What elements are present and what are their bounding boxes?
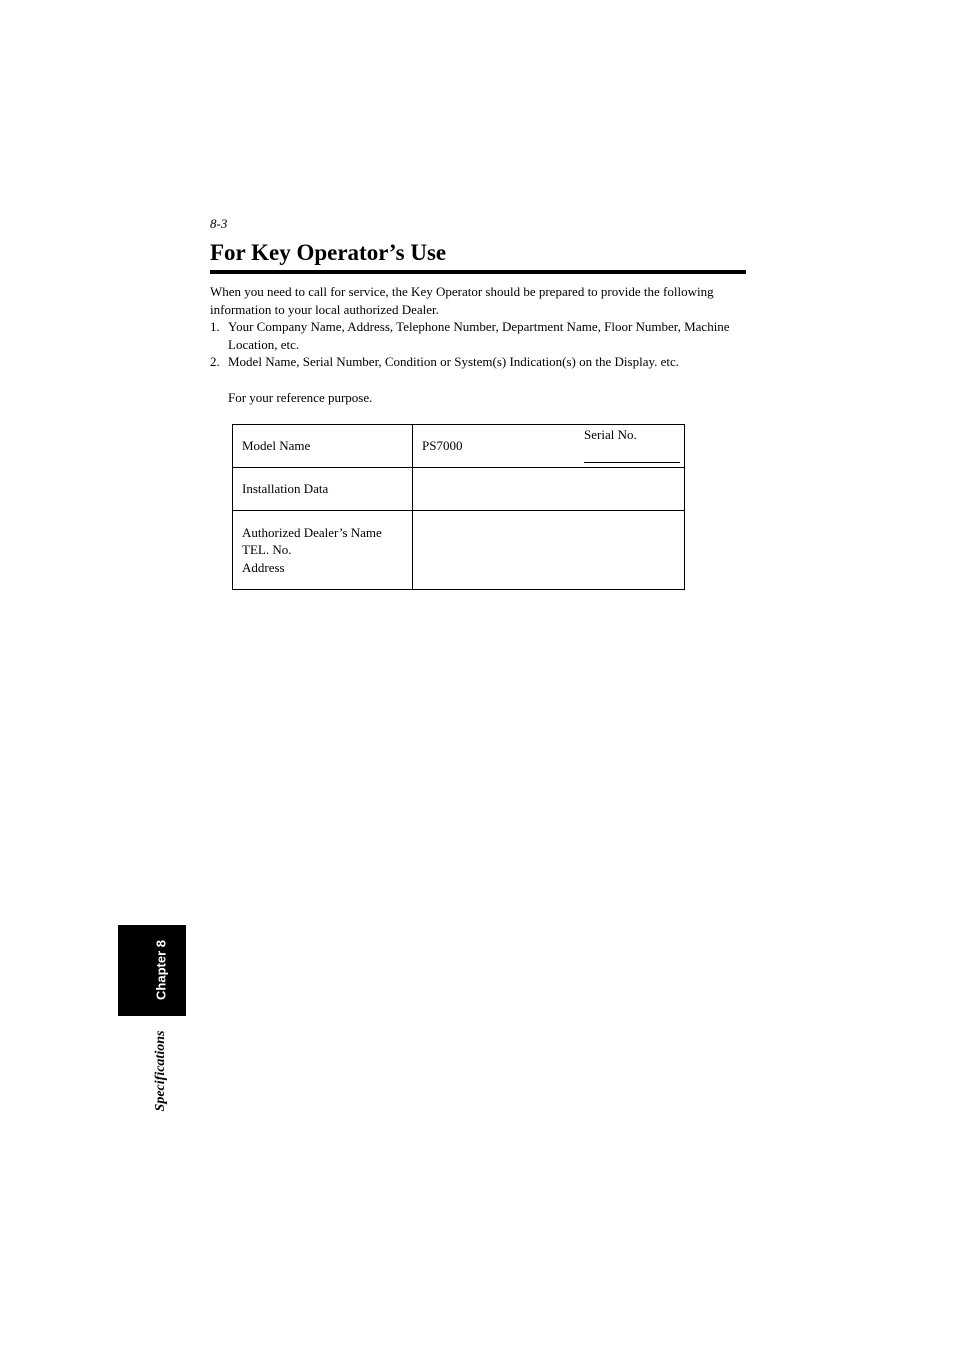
list-item-text: Model Name, Serial Number, Condition or System(s) Indication(s) on the Display. etc. [228, 354, 680, 369]
section-side-label: Specifications [153, 1030, 168, 1112]
table-row-installation [233, 468, 685, 511]
model-name-label: Model Name [233, 425, 413, 468]
reference-note: For your reference purpose. [228, 390, 373, 405]
list-item [210, 353, 750, 371]
info-list [210, 318, 750, 371]
chapter-tab-label: Chapter 8 [153, 940, 169, 1000]
installation-data-label: Installation Data [233, 468, 413, 511]
installation-data-value [413, 468, 685, 511]
intro-block [210, 283, 750, 371]
model-name-value: PS7000 [422, 438, 463, 454]
dealer-info-value [413, 511, 685, 590]
serial-number-label: Serial No. [584, 427, 637, 442]
serial-number-field [584, 426, 680, 463]
list-item-number: 1. [210, 319, 220, 334]
list-item-text: Your Company Name, Address, Telephone Number, Department Name, Floor Number, Machine Location, etc. [228, 319, 730, 352]
chapter-tab [118, 925, 186, 1016]
address-label: Address [242, 559, 285, 575]
list-item [210, 318, 750, 353]
model-name-cell [413, 425, 685, 468]
intro-paragraph: When you need to call for service, the Key Operator should be prepared to provide the following information to your local authorized Dealer. [210, 284, 714, 317]
page-title: For Key Operator’s Use [210, 238, 746, 274]
table-row-dealer [233, 511, 685, 590]
table-row-model [233, 425, 685, 468]
dealer-name-label: Authorized Dealer’s Name [242, 524, 382, 540]
dealer-info-labels [233, 511, 413, 590]
reference-table [232, 424, 685, 590]
tel-label: TEL. No. [242, 542, 292, 558]
section-number: 8-3 [210, 216, 228, 231]
list-item-number: 2. [210, 354, 220, 369]
